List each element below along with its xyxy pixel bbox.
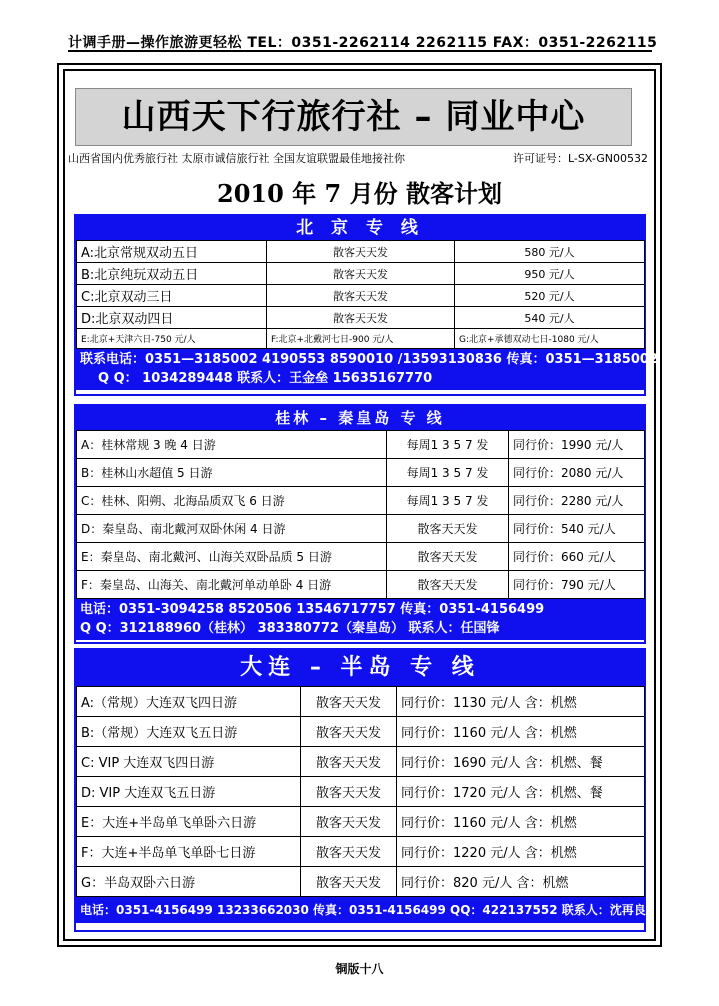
- departure: 散客天天发: [267, 285, 455, 307]
- table-row: [77, 747, 645, 777]
- departure: 散客天天发: [301, 747, 397, 777]
- route-name: F：秦皇岛、山海关、南北戴河单动单卧 4 日游: [77, 571, 387, 599]
- dalian-title: 大连 – 半岛 专 线: [76, 650, 644, 686]
- extra-route: G:北京+承德双动七日-1080 元/人: [455, 329, 645, 349]
- route-name: E：大连+半岛单飞单卧六日游: [77, 807, 301, 837]
- table-row: [77, 487, 645, 515]
- price: 同行价：1160 元/人 含：机燃: [397, 807, 645, 837]
- agency-banner: [75, 88, 632, 146]
- guilin-section: [74, 404, 646, 644]
- price: 520 元/人: [455, 285, 645, 307]
- route-name: F：大连+半岛单飞单卧七日游: [77, 837, 301, 867]
- departure: 散客天天发: [301, 777, 397, 807]
- price: 950 元/人: [455, 263, 645, 285]
- dalian-contact: 电话：0351-4156499 13233662030 传真：0351-4156499 QQ：422137552 联系人：沈再良: [76, 897, 644, 923]
- route-name: B:北京纯玩双动五日: [77, 263, 267, 285]
- table-row: [77, 867, 645, 897]
- departure: 每周1 3 5 7 发: [387, 459, 509, 487]
- price: 同行价：1220 元/人 含：机燃: [397, 837, 645, 867]
- route-name: B:（常规）大连双飞五日游: [77, 717, 301, 747]
- beijing-title: 北 京 专 线: [76, 216, 644, 240]
- beijing-table: [76, 240, 645, 349]
- table-row: [77, 687, 645, 717]
- guilin-contact: [76, 599, 644, 640]
- table-row: [77, 571, 645, 599]
- table-row: [77, 543, 645, 571]
- departure: 散客天天发: [301, 807, 397, 837]
- subtitle-line: [68, 150, 648, 166]
- price: 同行价：1690 元/人 含：机燃、餐: [397, 747, 645, 777]
- route-name: E：秦皇岛、南北戴河、山海关双卧品质 5 日游: [77, 543, 387, 571]
- departure: 散客天天发: [387, 515, 509, 543]
- header-text: 计调手册—操作旅游更轻松 TEL：0351-2262114 2262115 FAX：0351-2262115: [68, 35, 658, 51]
- table-row: [77, 459, 645, 487]
- route-name: D:北京双动四日: [77, 307, 267, 329]
- table-row: [77, 837, 645, 867]
- guilin-table: [76, 430, 645, 599]
- route-name: C:北京双动三日: [77, 285, 267, 307]
- header-line: [68, 32, 658, 52]
- price: 同行价：660 元/人: [509, 543, 645, 571]
- contact-line: Q Q：312188960（桂林） 383380772（秦皇岛） 联系人：任国锋: [80, 621, 500, 636]
- table-row: [77, 285, 645, 307]
- table-row: [77, 717, 645, 747]
- contact-line: Q Q： 1034289448 联系人：王金垒 15635167770: [98, 371, 433, 386]
- route-name: G：半岛双卧六日游: [77, 867, 301, 897]
- contact-line: 电话：0351-3094258 8520506 13546717757 传真：0351-4156499: [80, 602, 545, 617]
- table-row: [77, 431, 645, 459]
- page-title: 2010 年 7 月份 散客计划: [217, 179, 502, 208]
- agency-credentials: 山西省国内优秀旅行社 太原市诚信旅行社 全国友谊联盟最佳地接社你: [68, 152, 405, 165]
- departure: 散客天天发: [387, 543, 509, 571]
- departure: 散客天天发: [301, 717, 397, 747]
- table-row: [77, 807, 645, 837]
- table-row: [77, 263, 645, 285]
- route-name: D：秦皇岛、南北戴河双卧休闲 4 日游: [77, 515, 387, 543]
- table-row: [77, 241, 645, 263]
- departure: 散客天天发: [267, 307, 455, 329]
- route-name: B：桂林山水超值 5 日游: [77, 459, 387, 487]
- departure: 散客天天发: [387, 571, 509, 599]
- price: 同行价：2080 元/人: [509, 459, 645, 487]
- price: 540 元/人: [455, 307, 645, 329]
- contact-line: 联系电话：0351—3185002 4190553 8590010 /13593130836 传真：0351—3185002: [80, 352, 658, 367]
- departure: 散客天天发: [267, 241, 455, 263]
- route-name: D: VIP 大连双飞五日游: [77, 777, 301, 807]
- price: 同行价：540 元/人: [509, 515, 645, 543]
- table-row: [77, 329, 645, 349]
- departure: 散客天天发: [267, 263, 455, 285]
- beijing-section: [74, 214, 658, 396]
- license-number: 许可证号：L-SX-GN00532: [513, 152, 648, 165]
- departure: 每周1 3 5 7 发: [387, 487, 509, 515]
- guilin-title: 桂林 – 秦皇岛 专 线: [76, 406, 644, 430]
- price: 同行价：1720 元/人 含：机燃、餐: [397, 777, 645, 807]
- beijing-contact: [76, 349, 658, 390]
- departure: 每周1 3 5 7 发: [387, 431, 509, 459]
- extra-route: F:北京+北戴河七日-900 元/人: [267, 329, 455, 349]
- route-name: C：桂林、阳朔、北海品质双飞 6 日游: [77, 487, 387, 515]
- route-name: C: VIP 大连双飞四日游: [77, 747, 301, 777]
- departure: 散客天天发: [301, 837, 397, 867]
- header-rule: [68, 50, 652, 52]
- dalian-section: [74, 648, 646, 932]
- route-name: A:（常规）大连双飞四日游: [77, 687, 301, 717]
- page-footer: 铜版十八: [335, 962, 384, 976]
- agency-name: 山西天下行旅行社 – 同业中心: [121, 97, 586, 137]
- price: 580 元/人: [455, 241, 645, 263]
- extra-route: E:北京+天津六日-750 元/人: [77, 329, 267, 349]
- price: 同行价：1130 元/人 含：机燃: [397, 687, 645, 717]
- price: 同行价：790 元/人: [509, 571, 645, 599]
- table-row: [77, 777, 645, 807]
- route-name: A:北京常规双动五日: [77, 241, 267, 263]
- departure: 散客天天发: [301, 867, 397, 897]
- price: 同行价：2280 元/人: [509, 487, 645, 515]
- route-name: A：桂林常规 3 晚 4 日游: [77, 431, 387, 459]
- table-row: [77, 515, 645, 543]
- departure: 散客天天发: [301, 687, 397, 717]
- table-row: [77, 307, 645, 329]
- price: 同行价：1160 元/人 含：机燃: [397, 717, 645, 747]
- price: 同行价：1990 元/人: [509, 431, 645, 459]
- price: 同行价：820 元/人 含：机燃: [397, 867, 645, 897]
- dalian-table: [76, 686, 645, 897]
